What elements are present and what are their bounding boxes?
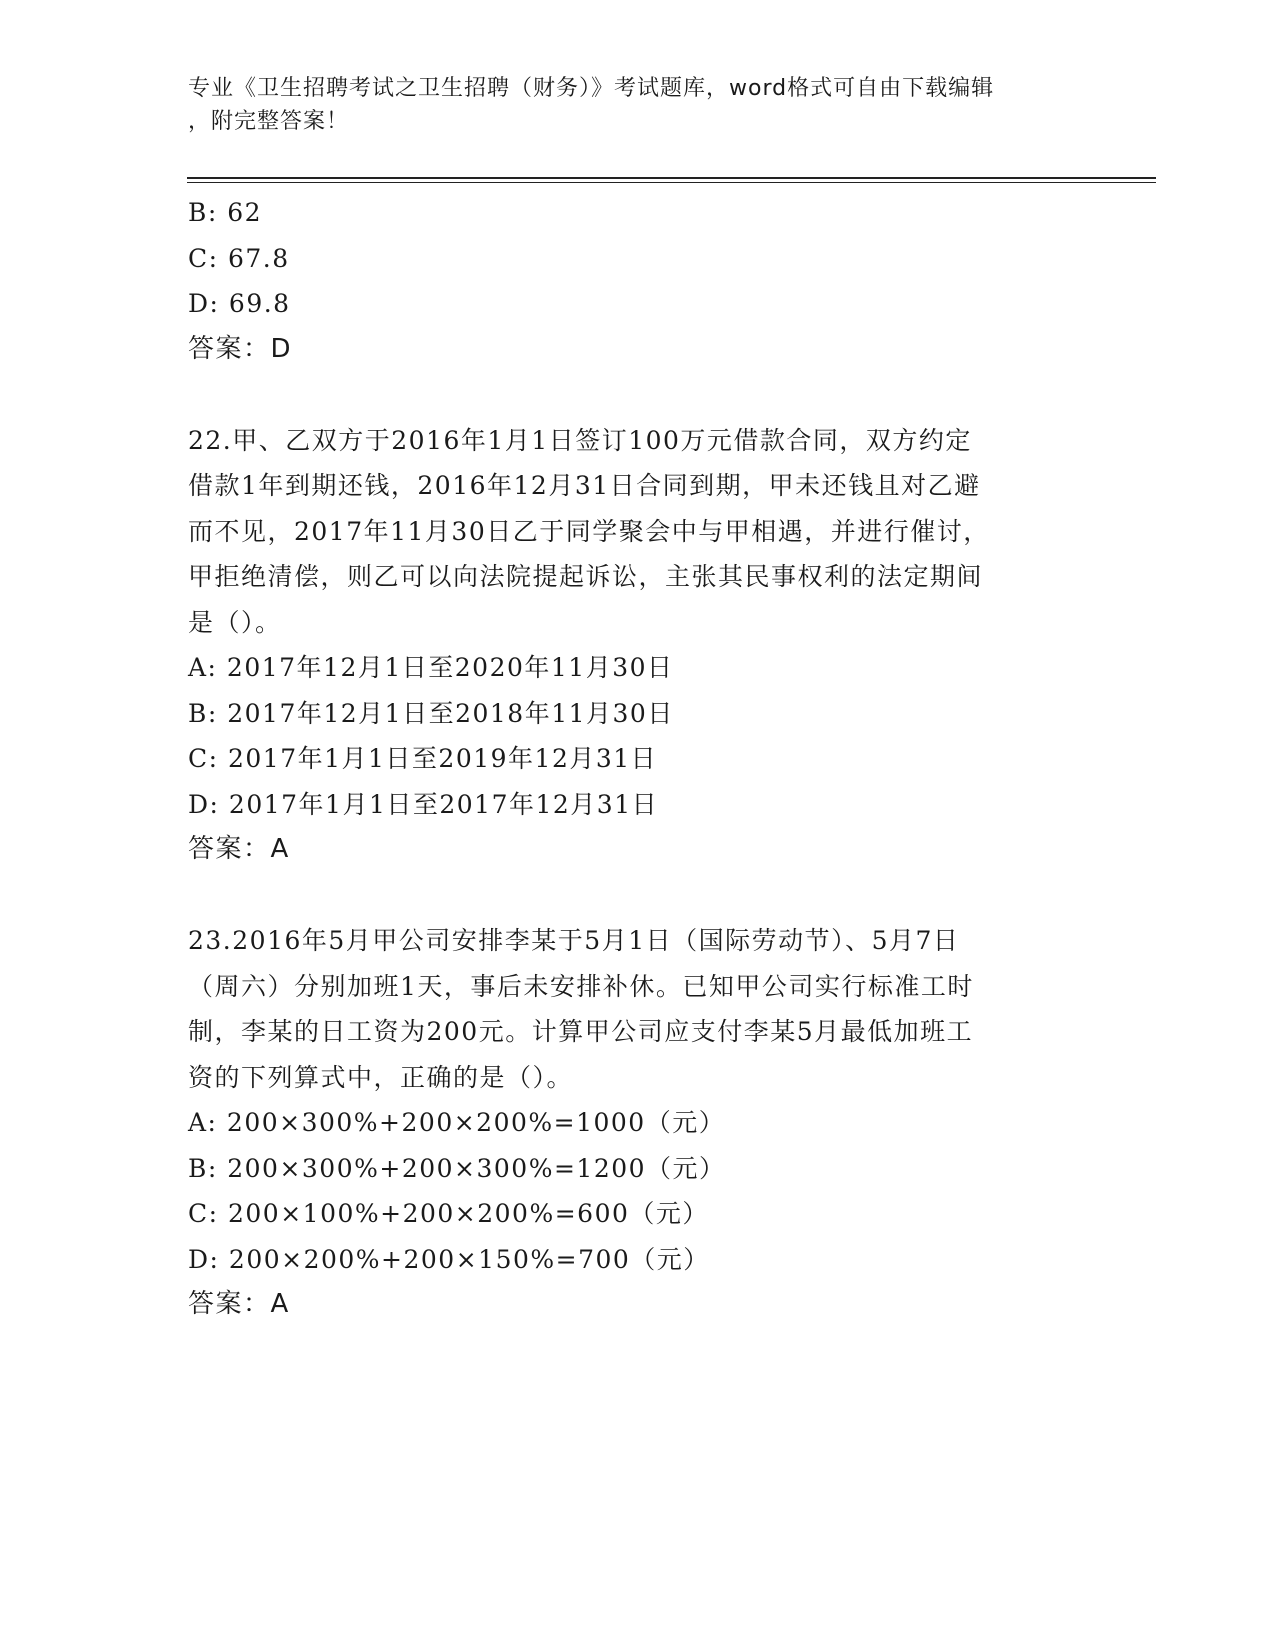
question-22-block [188,418,1088,873]
question-text-line: 借款1年到期还钱，2016年12月31日合同到期，甲未还钱且对乙避 [188,471,981,500]
header-line-2: ，附完整答案！ [188,109,350,134]
prev-question-block [188,190,1088,372]
option-c: C: 200×100%+200×200%=600（元） [188,1199,709,1228]
header-line-1: 专业《卫生招聘考试之卫生招聘（财务）》考试题库，word格式可自由下载编辑 [188,76,995,101]
question-text-line: （周六）分别加班1天，事后未安排补休。已知甲公司实行标准工时 [188,971,974,1001]
option-d: D: 200×200%+200×150%=700（元） [188,1244,710,1274]
question-text-line: 资的下列算式中，正确的是（）。 [188,1062,574,1092]
option-a: A: 200×300%+200×200%=1000（元） [188,1108,726,1137]
question-text-line: 22.甲、乙双方于2016年1月1日签订100万元借款合同，双方约定 [188,425,972,455]
spacer [188,873,1088,919]
document-header [188,72,1088,138]
option-b: B: 2017年12月1日至2018年11月30日 [188,698,674,728]
option-c: C: 67.8 [188,243,290,273]
option-d: D: 69.8 [188,289,291,318]
question-text-line: 而不见，2017年11月30日乙于同学聚会中与甲相遇，并进行催讨， [188,516,990,546]
question-text-line: 是（）。 [188,607,282,637]
question-23-block [188,918,1088,1328]
question-text-line: 制，李某的日工资为200元。计算甲公司应支付李某5月最低加班工 [188,1017,974,1046]
spacer [188,372,1088,418]
document-body [188,190,1088,1328]
question-text-line: 23.2016年5月甲公司安排李某于5月1日（国际劳动节）、5月7日 [188,926,960,955]
header-divider-thin [187,182,1156,183]
option-d: D: 2017年1月1日至2017年12月31日 [188,789,659,819]
option-b: B: 62 [188,198,263,227]
question-text-line: 甲拒绝清偿，则乙可以向法院提起诉讼，主张其民事权利的法定期间 [188,562,984,591]
option-b: B: 200×300%+200×300%=1200（元） [188,1153,726,1183]
option-a: A: 2017年12月1日至2020年11月30日 [188,653,674,682]
header-divider-thick [187,177,1156,179]
answer-line: 答案：D [188,333,293,364]
answer-line: 答案：A [188,1289,290,1319]
option-c: C: 2017年1月1日至2019年12月31日 [188,744,658,773]
answer-line: 答案：A [188,834,290,864]
